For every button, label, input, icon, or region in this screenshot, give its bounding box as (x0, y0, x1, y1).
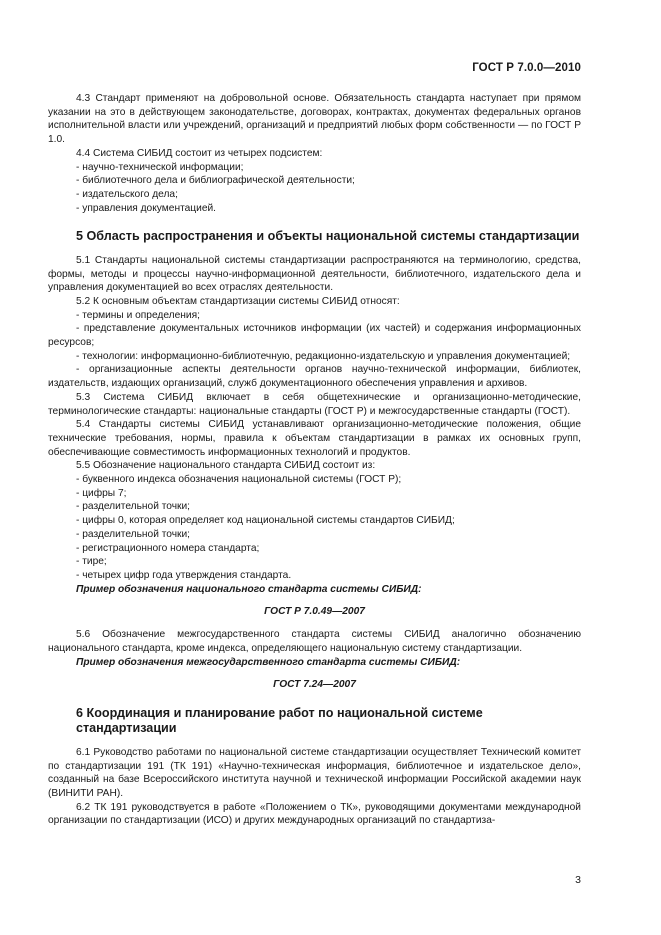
list-item: - четырех цифр года утверждения стандарта. (76, 570, 292, 581)
document-code: ГОСТ Р 7.0.0—2010 (472, 62, 581, 74)
list-item: - регистрационного номера стандарта; (76, 542, 260, 554)
paragraph-4-4: 4.4 Система СИБИД состоит из четырех подсистем: (76, 147, 323, 159)
example-code: ГОСТ 7.24—2007 (273, 679, 356, 691)
list-item: - управления документацией. (76, 202, 217, 214)
list-item: - тире; (76, 556, 107, 568)
paragraph-5-5: 5.5 Обозначение национального стандарта СИБИД состоит из: (76, 460, 376, 472)
paragraph-5-6: 5.6 Обозначение межгосударственного стандарта системы СИБИД аналогично обозначению национального стандарта, кроме индекса, определяющего национальную систему стандартизации. (48, 629, 581, 654)
list-item: - цифры 7; (76, 487, 127, 499)
list-item: - представление документальных источников информации (их частей) и содержания информационных ресурсов; (48, 323, 581, 349)
section-6-heading: 6 Координация и планирование работ по национальной системе стандартизации (76, 705, 483, 736)
list-item: - издательского дела; (76, 188, 178, 200)
list-item: - технологии: информационно-библиотечную, редакционно-издательскую и управления документацией; (76, 350, 571, 362)
example-label: Пример обозначения национального стандарта системы СИБИД: (76, 583, 422, 595)
paragraph-5-3: 5.3 Система СИБИД включает в себя общетехнические и организационно-методические, терминологические стандарты: национальные стандарты (ГОСТ Р) и межгосударственные стандарты (ГОСТ). (48, 391, 581, 417)
paragraph-6-2: 6.2 ТК 191 руководствуется в работе «Положением о ТК», руководящими документами международной организации по стандартизации (ИСО) и других международных организаций по стандартиза- (48, 801, 581, 827)
list-item: - разделительной точки; (76, 501, 191, 513)
list-item: - термины и определения; (76, 309, 200, 321)
page-content (48, 92, 581, 828)
example-code: ГОСТ Р 7.0.49—2007 (264, 606, 365, 618)
example-label: Пример обозначения межгосударственного стандарта системы СИБИД: (76, 656, 461, 668)
page-number: 3 (575, 874, 581, 886)
section-5-heading: 5 Область распространения и объекты национальной системы стандартизации (76, 229, 580, 244)
paragraph-5-1: 5.1 Стандарты национальной системы стандартизации распространяются на терминологию, средства, формы, методы и процессы научно-информационной деятельности, библиотечного, издательского дела и управления документацией во всех отраслях деятельности. (48, 254, 581, 294)
paragraph-4-3: 4.3 Стандарт применяют на добровольной основе. Обязательность стандарта наступает при прямом указании на это в действующем законодательстве, договорах, контрактах, документах федеральных органов исполнительной власти или учреждений, организаций и предприятий любых форм собственности — по ГОСТ Р 1.0. (48, 93, 581, 146)
paragraph-6-1: 6.1 Руководство работами по национальной системе стандартизации осуществляет Технический комитет по стандартизации 191 (ТК 191) «Научно-техническая информация, библиотечное и издательское дело», созданный на базе Всероссийского института научной и технической информации Российской академии наук (ВИНИТИ РАН). (48, 746, 581, 800)
list-item: - организационные аспекты деятельности органов научно-технической информации, библиотек, издательств, издающих организаций, служб документационного обеспечения управления и архивов. (48, 364, 581, 390)
list-item: - буквенного индекса обозначения национальной системы (ГОСТ Р); (76, 474, 402, 486)
list-item: - научно-технической информации; (76, 161, 244, 173)
paragraph-5-4: 5.4 Стандарты системы СИБИД устанавливают организационно-методические положения, общие технические требования, нормы, правила к объектам стандартизации в рамках их основных групп, обеспечивающие совместимость информационных технологий и продуктов. (48, 419, 581, 458)
paragraph-5-2: 5.2 К основным объектам стандартизации системы СИБИД относят: (76, 295, 400, 307)
list-item: - библиотечного дела и библиографической деятельности; (76, 175, 355, 187)
list-item: - разделительной точки; (76, 528, 191, 540)
list-item: - цифры 0, которая определяет код национальной системы стандартов СИБИД; (76, 515, 455, 527)
